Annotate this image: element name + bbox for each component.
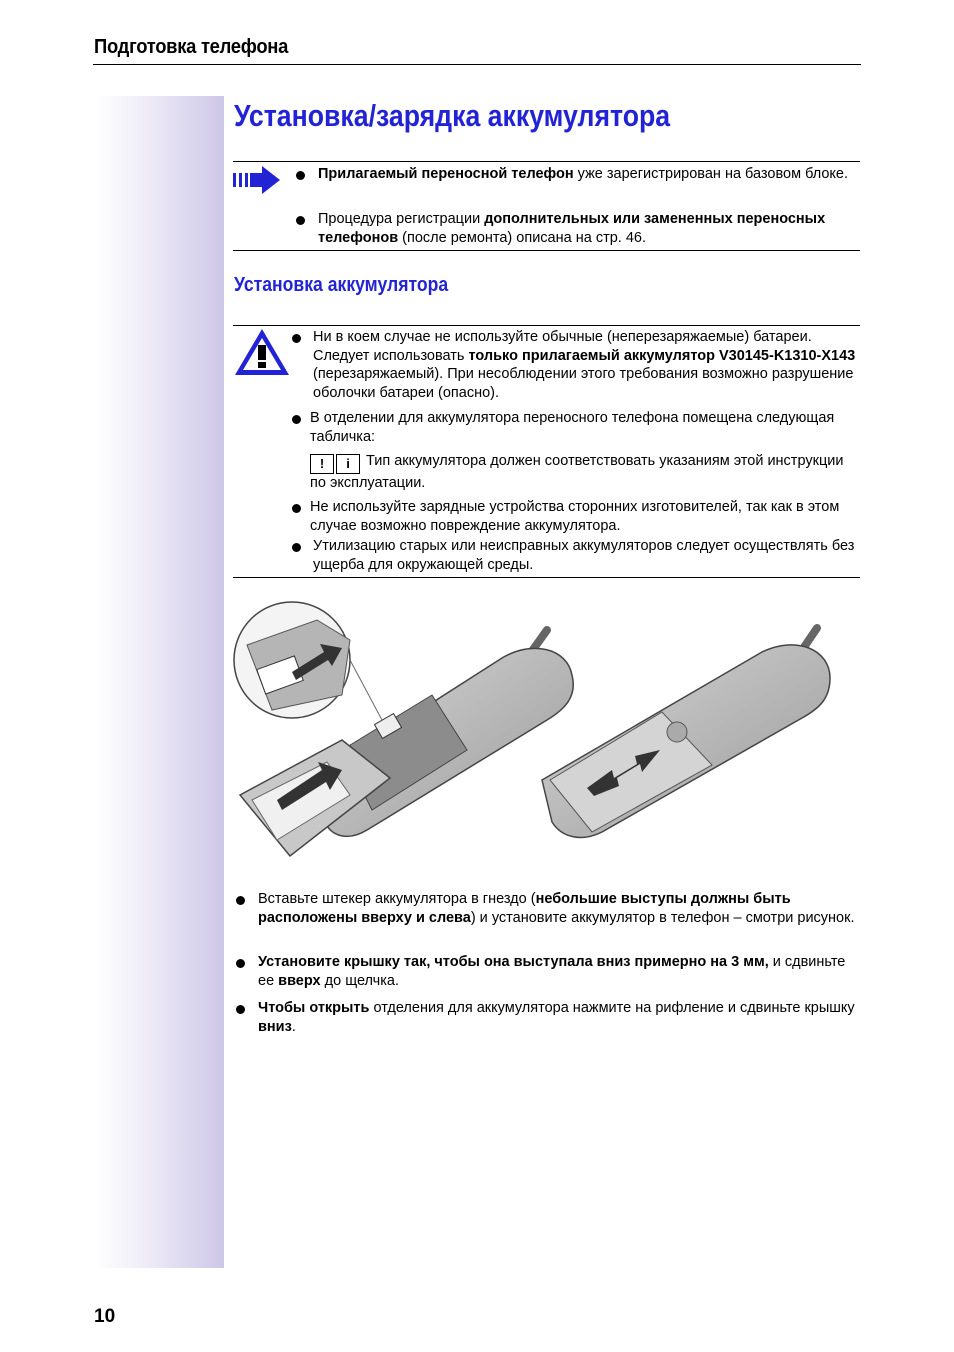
note-top-rule bbox=[233, 161, 860, 162]
caution-label-icon: ! bbox=[310, 454, 334, 474]
section-subtitle: Установка аккумулятора bbox=[234, 274, 449, 296]
note-bottom-rule bbox=[233, 250, 860, 251]
section-header: Подготовка телефона bbox=[94, 36, 289, 58]
warning-bottom-rule bbox=[233, 577, 860, 578]
warning-bullet-3 bbox=[292, 504, 301, 513]
page-title: Установка/зарядка аккумулятора bbox=[234, 98, 671, 133]
warning-bullet-1 bbox=[292, 334, 301, 343]
side-band bbox=[95, 96, 224, 1268]
battery-install-illustration bbox=[232, 600, 832, 862]
warning-item-3: Не используйте зарядные устройства сторонних изготовителей, так как в этом случае возможно повреждение аккумулятора. bbox=[310, 499, 840, 534]
note-item-1: Прилагаемый переносной телефон уже зарегистрирован на базовом блоке. bbox=[318, 166, 849, 182]
note-bullet-1 bbox=[296, 171, 305, 180]
warning-item-2: В отделении для аккумулятора переносного телефона помещена следующая табличка: bbox=[310, 410, 835, 445]
warning-item-1: Ни в коем случае не используйте обычные (неперезаряжаемые) батареи. Следует использовать только прилагаемый аккумулятор V30145-K1310-X143 (перезаряжаемый). При несоблюдении этого требования возможно разрушение оболочки батареи (опасно). bbox=[313, 329, 856, 401]
warning-item-label: ! i Тип аккумулятора должен соответствовать указаниям этой инструкции по эксплуатации. bbox=[310, 453, 844, 491]
step-2: Установите крышку так, чтобы она выступала вниз примерно на 3 мм, и сдвиньте ее вверх до щелчка. bbox=[258, 954, 846, 989]
info-label-icon: i bbox=[336, 454, 360, 474]
warning-bullet-4 bbox=[292, 543, 301, 552]
note-bullet-2 bbox=[296, 216, 305, 225]
step-3: Чтобы открыть отделения для аккумулятора нажмите на рифление и сдвиньте крышку вниз. bbox=[258, 1000, 855, 1035]
arrow-note-icon bbox=[232, 164, 282, 196]
warning-top-rule bbox=[233, 325, 860, 326]
step-1: Вставьте штекер аккумулятора в гнездо (небольшие выступы должны быть расположены вверху и слева) и установите аккумулятор в телефон – смотри рисунок. bbox=[258, 891, 855, 926]
step-bullet-3 bbox=[236, 1005, 245, 1014]
step-bullet-2 bbox=[236, 959, 245, 968]
page-number: 10 bbox=[94, 1306, 116, 1327]
handset-closed bbox=[542, 628, 830, 837]
note-item-2: Процедура регистрации дополнительных или замененных переносных телефонов (после ремонта) описана на стр. 46. bbox=[318, 211, 826, 246]
step-bullet-1 bbox=[236, 896, 245, 905]
warning-item-4: Утилизацию старых или неисправных аккумуляторов следует осуществлять без ущерба для окружающей среды. bbox=[313, 538, 855, 573]
header-divider bbox=[93, 64, 861, 65]
warning-triangle-icon bbox=[233, 327, 291, 377]
handset-open bbox=[324, 630, 573, 836]
connector-zoom bbox=[234, 602, 382, 720]
warning-bullet-2 bbox=[292, 415, 301, 424]
